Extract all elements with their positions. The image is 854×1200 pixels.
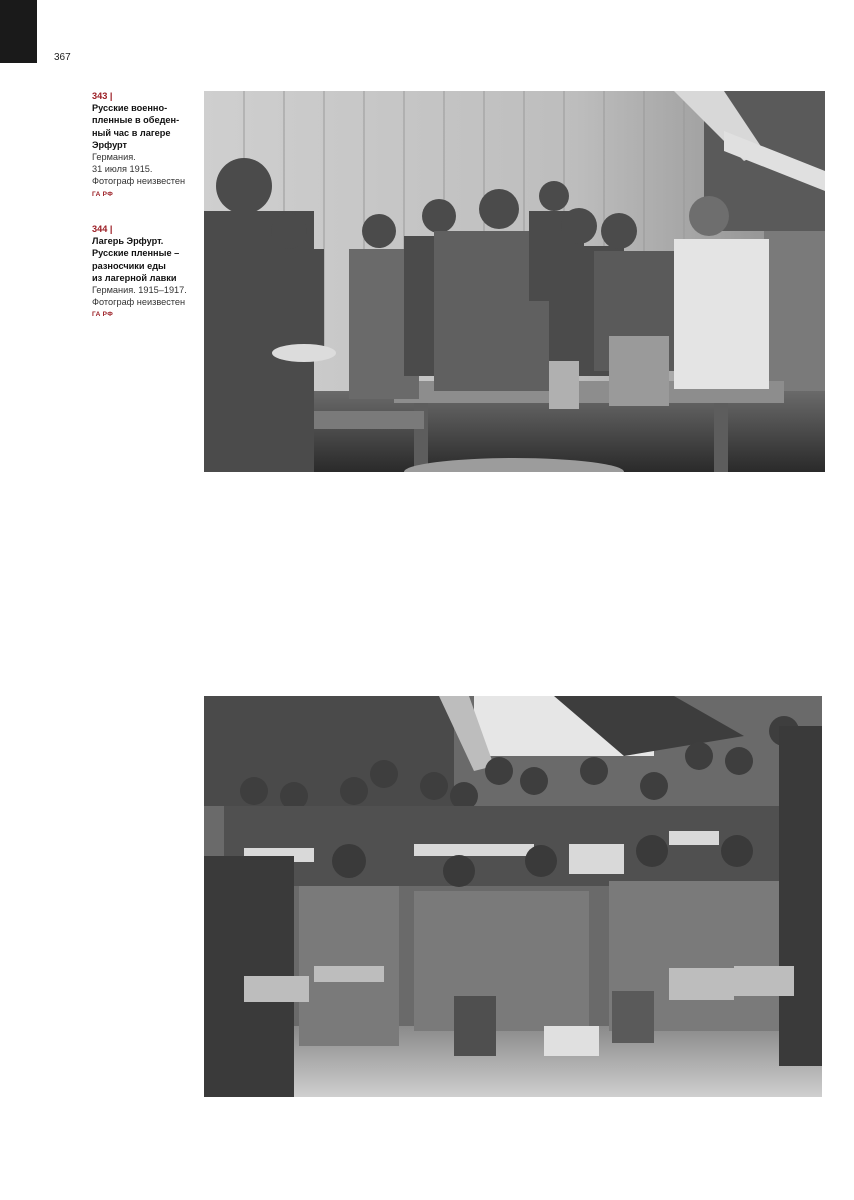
caption-source: ГА РФ [92,190,114,198]
caption-title: Русские военно- пленные в обеден- ный час в лагере Эрфурт [92,103,180,150]
page-number: 367 [54,52,71,63]
caption-number: 343 | [92,91,113,101]
caption-344 [92,223,197,322]
page-corner-tab [0,0,37,63]
caption-343 [92,90,197,201]
caption-details: Германия. 1915–1917. Фотограф неизвестен [92,285,187,308]
photo-food-carriers [204,696,822,1097]
caption-number: 344 | [92,224,113,234]
caption-source: ГА РФ [92,311,114,319]
caption-details: Германия. 31 июля 1915. Фотограф неизвестен [92,152,186,187]
caption-title: Лагерь Эрфурт. Русские пленные – разносчики еды из лагерной лавки [92,236,180,283]
photo-prisoners-lunch [204,91,825,472]
